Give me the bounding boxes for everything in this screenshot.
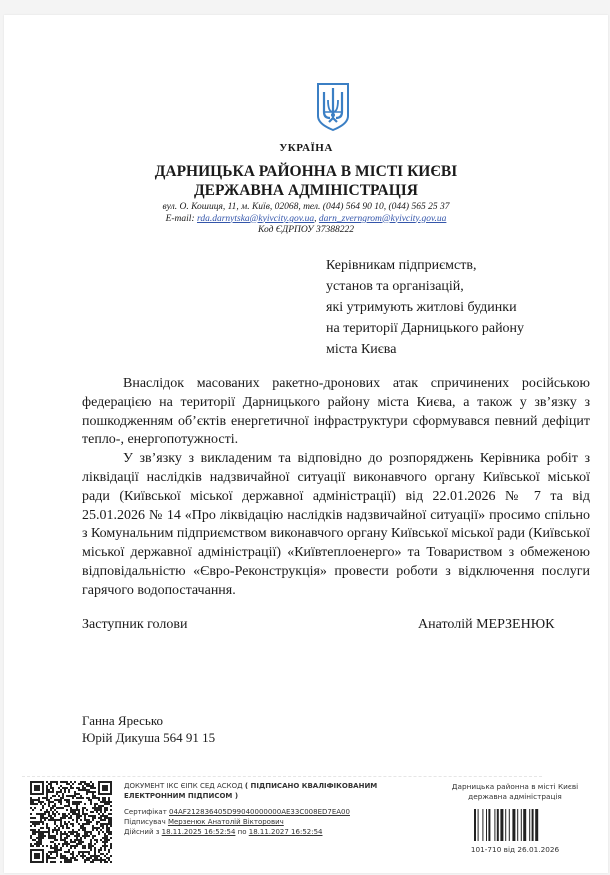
letter-body (82, 375, 590, 601)
validity-row (124, 827, 414, 837)
valid-from-value: 18.11.2025 16:52:54 (161, 828, 236, 836)
stamp-org-line-2: державна адміністрація (468, 792, 562, 801)
barcode-icon (474, 809, 558, 841)
registration-number: 101-710 від 26.01.2026 (470, 845, 560, 854)
contacts-block (4, 202, 608, 237)
edrpou-code: Код ЄДРПОУ 37388222 (258, 225, 354, 235)
tryzub-coat-of-arms-icon (316, 82, 350, 132)
signed-label: ( ПІДПИСАНО КВАЛІФІКОВАНИМ ЕЛЕКТРОННИМ ПІДПИСОМ ) (124, 782, 378, 800)
addressee-line: які утримують житлові будинки (326, 300, 517, 315)
certificate-value: 04AF212836405D99040000000AE33C008ED7EA00 (169, 808, 350, 816)
signatory-name: Анатолій МЕРЗЕНЮК (418, 617, 555, 632)
signer-value: Мерзенюк Анатолій Вікторович (167, 818, 284, 826)
signer-row (124, 817, 414, 827)
email-label: E-mail: (165, 213, 195, 224)
addressee-line: установ та організацій, (326, 279, 464, 294)
certificate-row (124, 807, 414, 817)
certificate-label: Сертифікат (124, 808, 167, 816)
valid-to-label: по (237, 828, 247, 836)
qr-code-icon (30, 781, 112, 863)
signature-divider (22, 776, 542, 777)
valid-to-value: 18.11.2027 16:52:54 (248, 828, 323, 836)
body-paragraph: Внаслідок масованих ракетно-дронових атак спричинених російською федерацією на території Дарницького району міста Києва, а також у зв’язку з пошкодженням об’єктів енергетичної інфраструктури сформувався певний дефіцит тепло-, енергопотужності. (82, 376, 590, 448)
org-name-line-2: ДЕРЖАВНА АДМІНІСТРАЦІЯ (193, 182, 418, 199)
signatory-position: Заступник голови (82, 617, 188, 632)
address-line: вул. О. Кошиця, 11, м. Київ, 02068, тел. (044) 564 90 10, (044) 565 25 37 (162, 202, 450, 212)
body-paragraph: У зв’язку з викладеним та відповідно до розпоряджень Керівника робіт з ліквідації наслідків надзвичайної ситуації виконавчого органу Київської міської ради (Київської міської державної адміністрації) від 22.01.2026 № 7 та від 25.01.2026 № 14 «Про ліквідацію наслідків надзвичайної ситуації» просимо спільно з Комунальним підприємством виконавчого органу Київської міської ради (Київської міської державної адміністрації) «Київтеплоенерго» та Товариством з обмеженою відповідальністю «Євро-Реконструкція» провести роботи з відключення послуги гарячого водопостачання. (82, 451, 590, 598)
executors-block (82, 712, 215, 746)
organization-name (4, 162, 608, 200)
document-page (4, 15, 608, 873)
doc-label: ДОКУМЕНТ ІКС ЄІПК СЕД АСКОД (124, 782, 243, 790)
addressee-line: Керівникам підприємств, (326, 258, 477, 273)
org-name-line-1: ДАРНИЦЬКА РАЙОННА В МІСТІ КИЄВІ (154, 163, 458, 180)
country-heading: УКРАЇНА (279, 142, 333, 154)
email-line (4, 214, 608, 226)
e-signature-header (124, 781, 414, 801)
stamp-org-line-1: Дарницька районна в місті Києві (451, 782, 579, 791)
addressee-line: міста Києва (326, 342, 397, 357)
email-link-1[interactable]: rda.darnytska@kyivcity.gov.ua (197, 213, 315, 224)
email-separator: , (314, 213, 317, 224)
addressee-block (326, 255, 524, 360)
addressee-line: на території Дарницького району (326, 321, 525, 336)
signer-label: Підписувач (124, 818, 166, 826)
email-link-2[interactable]: darn_zverngrom@kyivcity.gov.ua (318, 213, 447, 224)
e-signature-block (124, 781, 414, 837)
executor-line: Юрій Дикуша 564 91 15 (82, 730, 216, 745)
registration-stamp (430, 782, 600, 802)
valid-from-label: Дійсний з (124, 828, 160, 836)
executor-line: Ганна Яресько (82, 713, 164, 728)
